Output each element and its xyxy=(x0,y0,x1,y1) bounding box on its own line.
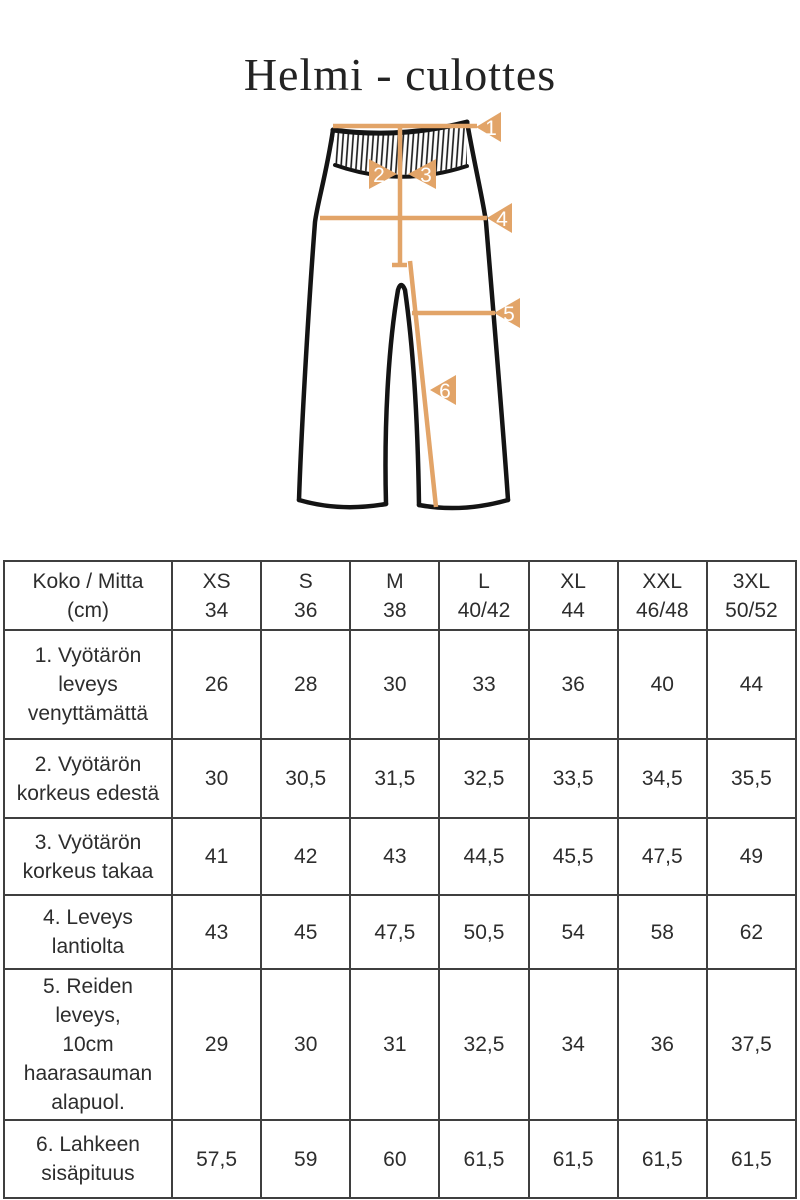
flag-1-number: 1 xyxy=(485,117,497,140)
measurement-value: 30 xyxy=(261,969,350,1120)
size-eu-number: 46/48 xyxy=(635,598,689,622)
table-row xyxy=(4,630,796,739)
size-eu-number: 50/52 xyxy=(725,598,778,622)
text-line: lantiolta xyxy=(51,935,125,958)
text-line: korkeus takaa xyxy=(22,859,154,883)
text-line: 6. Lahkeen xyxy=(36,1133,140,1156)
size-name: XL xyxy=(560,569,586,593)
measurement-label xyxy=(4,818,172,895)
size-name: XS xyxy=(202,569,231,593)
text-line: haarasauman xyxy=(23,1062,153,1085)
right-leg-hem xyxy=(419,500,508,508)
measurement-label xyxy=(4,1120,172,1198)
text-line: alapuol. xyxy=(51,1091,125,1114)
measurement-value: 36 xyxy=(529,630,618,739)
measurement-value: 31 xyxy=(350,969,439,1120)
culottes-measurement-diagram xyxy=(0,108,800,558)
flag-6-number: 6 xyxy=(439,380,451,403)
table-header-row xyxy=(4,561,796,630)
size-eu-number: 38 xyxy=(383,598,407,622)
size-name: 3XL xyxy=(732,569,771,593)
measurement-value: 33,5 xyxy=(529,739,618,818)
size-eu-number: 34 xyxy=(204,598,229,622)
text-line: 3. Vyötärön xyxy=(34,830,142,854)
measurement-value: 37,5 xyxy=(707,969,796,1120)
measurement-value: 33 xyxy=(439,630,528,739)
flag-2-number: 2 xyxy=(373,164,385,187)
flag-5 xyxy=(494,298,520,328)
measurement-value: 26 xyxy=(172,630,261,739)
measurement-value: 62 xyxy=(707,895,796,969)
text-line: 1. Vyötärön xyxy=(34,644,142,667)
size-eu-number: 36 xyxy=(294,598,318,622)
measurement-value: 30 xyxy=(172,739,261,818)
measurement-value: 61,5 xyxy=(618,1120,707,1198)
size-column-header xyxy=(529,561,618,630)
size-eu-number: 40/42 xyxy=(457,598,511,622)
culottes-diagram-svg xyxy=(0,108,800,558)
measurement-value: 32,5 xyxy=(439,739,528,818)
text-line: 5. Reiden leveys, xyxy=(43,975,133,1027)
left-leg-hem xyxy=(299,500,386,507)
measurement-value: 57,5 xyxy=(172,1120,261,1198)
flag-6 xyxy=(430,375,456,405)
table-row xyxy=(4,739,796,818)
size-name: L xyxy=(478,569,490,593)
measurement-value: 41 xyxy=(172,818,261,895)
measurement-value: 54 xyxy=(529,895,618,969)
text-line: Koko / Mitta xyxy=(32,569,144,593)
measurement-value: 35,5 xyxy=(707,739,796,818)
measurement-value: 59 xyxy=(261,1120,350,1198)
measurement-value: 43 xyxy=(350,818,439,895)
flag-4-number: 4 xyxy=(496,208,508,231)
measurement-value: 40 xyxy=(618,630,707,739)
measurement-value: 30,5 xyxy=(261,739,350,818)
measurement-label xyxy=(4,630,172,739)
text-line: venyttämättä xyxy=(27,702,149,725)
size-table xyxy=(3,560,797,1199)
measurement-value: 28 xyxy=(261,630,350,739)
size-column-header xyxy=(439,561,528,630)
text-line: 4. Leveys xyxy=(43,906,133,929)
size-column-header xyxy=(707,561,796,630)
measurement-value: 49 xyxy=(707,818,796,895)
flag-4 xyxy=(487,203,512,233)
size-column-header xyxy=(618,561,707,630)
measurement-value: 61,5 xyxy=(439,1120,528,1198)
flag-3-number: 3 xyxy=(420,164,432,187)
table-row xyxy=(4,969,796,1120)
size-eu-number: 44 xyxy=(561,598,585,622)
size-table-body xyxy=(4,561,796,1198)
measurement-value: 32,5 xyxy=(439,969,528,1120)
measurement-value: 29 xyxy=(172,969,261,1120)
measurement-value: 60 xyxy=(350,1120,439,1198)
measurement-value: 47,5 xyxy=(350,895,439,969)
text-line: korkeus edestä xyxy=(16,781,160,805)
measurement-value: 58 xyxy=(618,895,707,969)
text-line: (cm) xyxy=(67,598,109,622)
measurement-value: 45,5 xyxy=(529,818,618,895)
measurement-label xyxy=(4,895,172,969)
measurement-value: 44,5 xyxy=(439,818,528,895)
measurement-label xyxy=(4,739,172,818)
measurement-value: 31,5 xyxy=(350,739,439,818)
table-row xyxy=(4,818,796,895)
size-column-header xyxy=(350,561,439,630)
flag-1 xyxy=(476,112,501,142)
measurement-value: 34 xyxy=(529,969,618,1120)
measurement-value: 47,5 xyxy=(618,818,707,895)
measurement-value: 45 xyxy=(261,895,350,969)
measurement-value: 36 xyxy=(618,969,707,1120)
size-column-header xyxy=(261,561,350,630)
measurement-value: 61,5 xyxy=(707,1120,796,1198)
measurement-value: 42 xyxy=(261,818,350,895)
text-line: leveys xyxy=(58,673,118,696)
measurement-value: 44 xyxy=(707,630,796,739)
text-line: 2. Vyötärön xyxy=(34,752,142,776)
text-line: sisäpituus xyxy=(41,1162,135,1185)
page-title: Helmi - culottes xyxy=(243,49,557,100)
size-name: M xyxy=(386,569,404,593)
measurement-value: 43 xyxy=(172,895,261,969)
corner-cell-koko-mitta xyxy=(4,561,172,630)
measurement-label xyxy=(4,969,172,1120)
measurement-value: 34,5 xyxy=(618,739,707,818)
text-line: 10cm xyxy=(62,1033,114,1056)
measurement-value: 50,5 xyxy=(439,895,528,969)
left-outer-seam xyxy=(299,130,333,500)
table-row xyxy=(4,1120,796,1198)
measurement-value: 30 xyxy=(350,630,439,739)
table-row xyxy=(4,895,796,969)
flag-5-number: 5 xyxy=(503,303,515,326)
size-name: XXL xyxy=(642,569,683,593)
size-column-header xyxy=(172,561,261,630)
measurement-value: 61,5 xyxy=(529,1120,618,1198)
size-name: S xyxy=(298,569,313,593)
